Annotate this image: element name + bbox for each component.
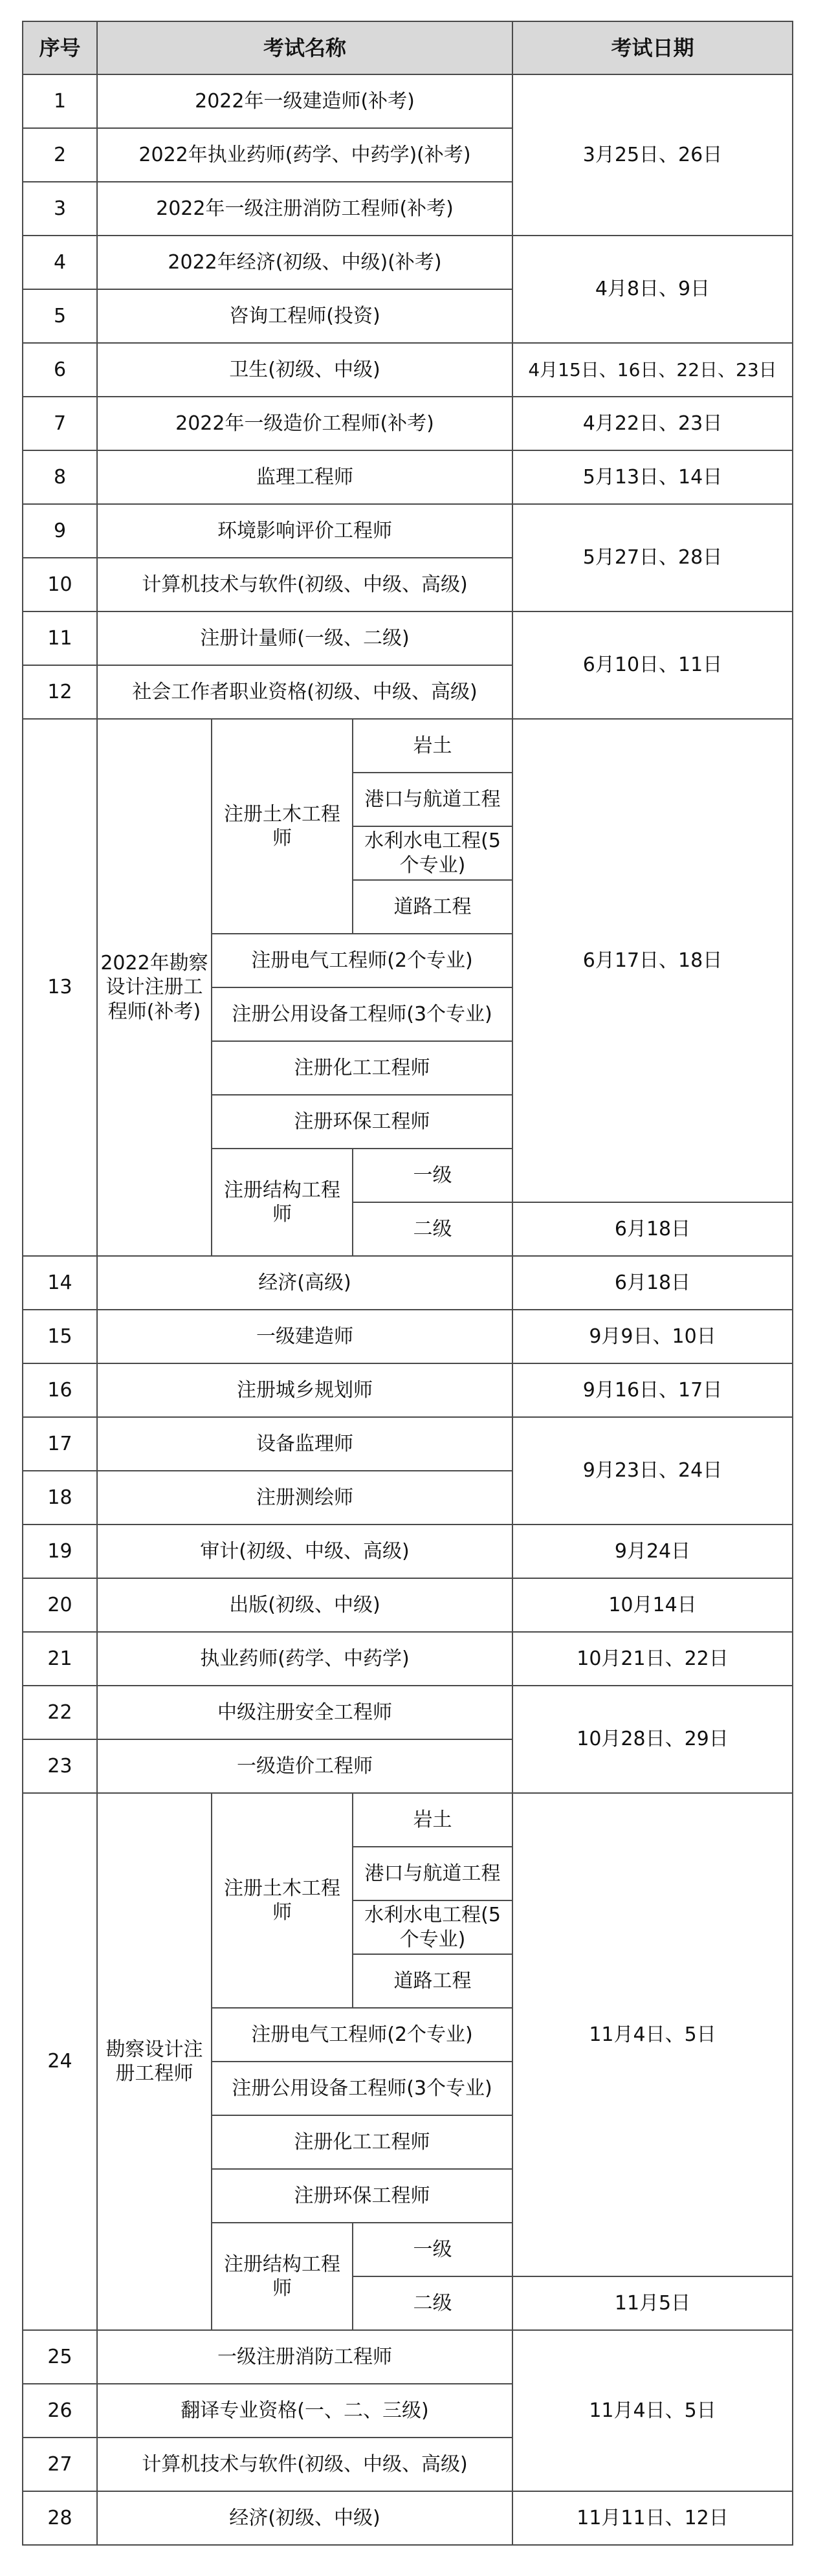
exam-date: 6月18日 [512,1202,793,1256]
row-no: 27 [23,2438,97,2491]
exam-date: 10月14日 [512,1578,793,1632]
civil-sub: 道路工程 [353,880,512,934]
exam-date: 9月24日 [512,1525,793,1578]
civil-sub: 道路工程 [353,1954,512,2008]
table-row [23,236,793,289]
electric-engineer: 注册电气工程师(2个专业) [212,2008,512,2062]
civil-sub: 岩土 [353,719,512,773]
row-no: 1 [23,74,97,128]
row-no: 13 [23,719,97,1256]
exam-name: 2022年一级造价工程师(补考) [97,397,512,450]
exam-name: 经济(高级) [97,1256,512,1310]
table-header-row [23,21,793,74]
exam-name: 设备监理师 [97,1417,512,1471]
table-row [23,1793,793,1847]
utility-engineer: 注册公用设备工程师(3个专业) [212,987,512,1041]
exam-date: 11月4日、5日 [512,2330,793,2491]
table-row [23,2330,793,2384]
exam-date: 6月10日、11日 [512,611,793,719]
exam-date: 10月28日、29日 [512,1686,793,1793]
structural-engineer: 注册结构工程师 [212,2223,353,2330]
row-no: 17 [23,1417,97,1471]
row-no: 7 [23,397,97,450]
row-no: 8 [23,450,97,504]
civil-sub: 水利水电工程(5个专业) [353,1900,512,1954]
exam-date: 5月13日、14日 [512,450,793,504]
row-no: 15 [23,1310,97,1363]
exam-name: 计算机技术与软件(初级、中级、高级) [97,558,512,611]
civil-sub: 岩土 [353,1793,512,1847]
exam-date: 9月9日、10日 [512,1310,793,1363]
exam-date: 11月5日 [512,2276,793,2330]
exam-name: 2022年一级建造师(补考) [97,74,512,128]
exam-date: 9月16日、17日 [512,1363,793,1417]
header-no: 序号 [23,21,97,74]
table-row [23,719,793,773]
exam-name: 计算机技术与软件(初级、中级、高级) [97,2438,512,2491]
exam-name: 注册测绘师 [97,1471,512,1525]
exam-date: 4月8日、9日 [512,236,793,343]
exam-name: 2022年经济(初级、中级)(补考) [97,236,512,289]
row-no: 28 [23,2491,97,2545]
environmental-engineer: 注册环保工程师 [212,1095,512,1149]
row-no: 20 [23,1578,97,1632]
row-no: 25 [23,2330,97,2384]
exam-date: 11月4日、5日 [512,1793,793,2276]
structural-sub: 二级 [353,1202,512,1256]
header-name: 考试名称 [97,21,512,74]
table-row [23,1632,793,1686]
row-no: 9 [23,504,97,558]
table-row [23,397,793,450]
chemical-engineer: 注册化工工程师 [212,1041,512,1095]
chemical-engineer: 注册化工工程师 [212,2115,512,2169]
exam-name: 监理工程师 [97,450,512,504]
row-no: 11 [23,611,97,665]
row-no: 26 [23,2384,97,2438]
exam-name: 一级建造师 [97,1310,512,1363]
table-row [23,1310,793,1363]
exam-name: 审计(初级、中级、高级) [97,1525,512,1578]
exam-date: 3月25日、26日 [512,74,793,236]
exam-name: 2022年一级注册消防工程师(补考) [97,182,512,236]
civil-sub: 港口与航道工程 [353,773,512,826]
group-name: 勘察设计注册工程师 [97,1793,212,2330]
civil-engineer: 注册土木工程师 [212,1793,353,2008]
exam-date: 6月18日 [512,1256,793,1310]
structural-sub: 一级 [353,1149,512,1202]
exam-schedule [22,21,793,2546]
exam-name: 咨询工程师(投资) [97,289,512,343]
structural-sub: 二级 [353,2276,512,2330]
exam-name: 中级注册安全工程师 [97,1686,512,1739]
table-row [23,1525,793,1578]
environmental-engineer: 注册环保工程师 [212,2169,512,2223]
table-row [23,1417,793,1471]
exam-date: 9月23日、24日 [512,1417,793,1525]
civil-engineer: 注册土木工程师 [212,719,353,934]
table-row [23,74,793,128]
exam-name: 卫生(初级、中级) [97,343,512,397]
row-no: 2 [23,128,97,182]
exam-name: 出版(初级、中级) [97,1578,512,1632]
row-no: 4 [23,236,97,289]
row-no: 14 [23,1256,97,1310]
header-date: 考试日期 [512,21,793,74]
row-no: 3 [23,182,97,236]
group-name: 2022年勘察设计注册工程师(补考) [97,719,212,1256]
row-no: 12 [23,665,97,719]
exam-date: 10月21日、22日 [512,1632,793,1686]
structural-sub: 一级 [353,2223,512,2276]
exam-name: 一级注册消防工程师 [97,2330,512,2384]
table-row [23,1256,793,1310]
exam-name: 执业药师(药学、中药学) [97,1632,512,1686]
row-no: 22 [23,1686,97,1739]
exam-name: 2022年执业药师(药学、中药学)(补考) [97,128,512,182]
exam-date: 5月27日、28日 [512,504,793,611]
exam-name: 注册计量师(一级、二级) [97,611,512,665]
table-row [23,343,793,397]
exam-name: 注册城乡规划师 [97,1363,512,1417]
table-row [23,450,793,504]
row-no: 10 [23,558,97,611]
table-row [23,504,793,558]
exam-name: 经济(初级、中级) [97,2491,512,2545]
row-no: 23 [23,1739,97,1793]
row-no: 24 [23,1793,97,2330]
exam-schedule-table [22,21,793,2546]
row-no: 18 [23,1471,97,1525]
row-no: 5 [23,289,97,343]
row-no: 21 [23,1632,97,1686]
civil-sub: 港口与航道工程 [353,1847,512,1900]
exam-name: 环境影响评价工程师 [97,504,512,558]
exam-date: 4月22日、23日 [512,397,793,450]
exam-date: 4月15日、16日、22日、23日 [512,343,793,397]
table-row [23,1686,793,1739]
table-row [23,1578,793,1632]
exam-date: 6月17日、18日 [512,719,793,1202]
table-row [23,1363,793,1417]
row-no: 16 [23,1363,97,1417]
utility-engineer: 注册公用设备工程师(3个专业) [212,2062,512,2115]
exam-name: 一级造价工程师 [97,1739,512,1793]
civil-sub: 水利水电工程(5个专业) [353,826,512,880]
electric-engineer: 注册电气工程师(2个专业) [212,934,512,987]
row-no: 6 [23,343,97,397]
row-no: 19 [23,1525,97,1578]
exam-name: 社会工作者职业资格(初级、中级、高级) [97,665,512,719]
table-row [23,2491,793,2545]
table-row [23,611,793,665]
structural-engineer: 注册结构工程师 [212,1149,353,1256]
exam-name: 翻译专业资格(一、二、三级) [97,2384,512,2438]
exam-date: 11月11日、12日 [512,2491,793,2545]
